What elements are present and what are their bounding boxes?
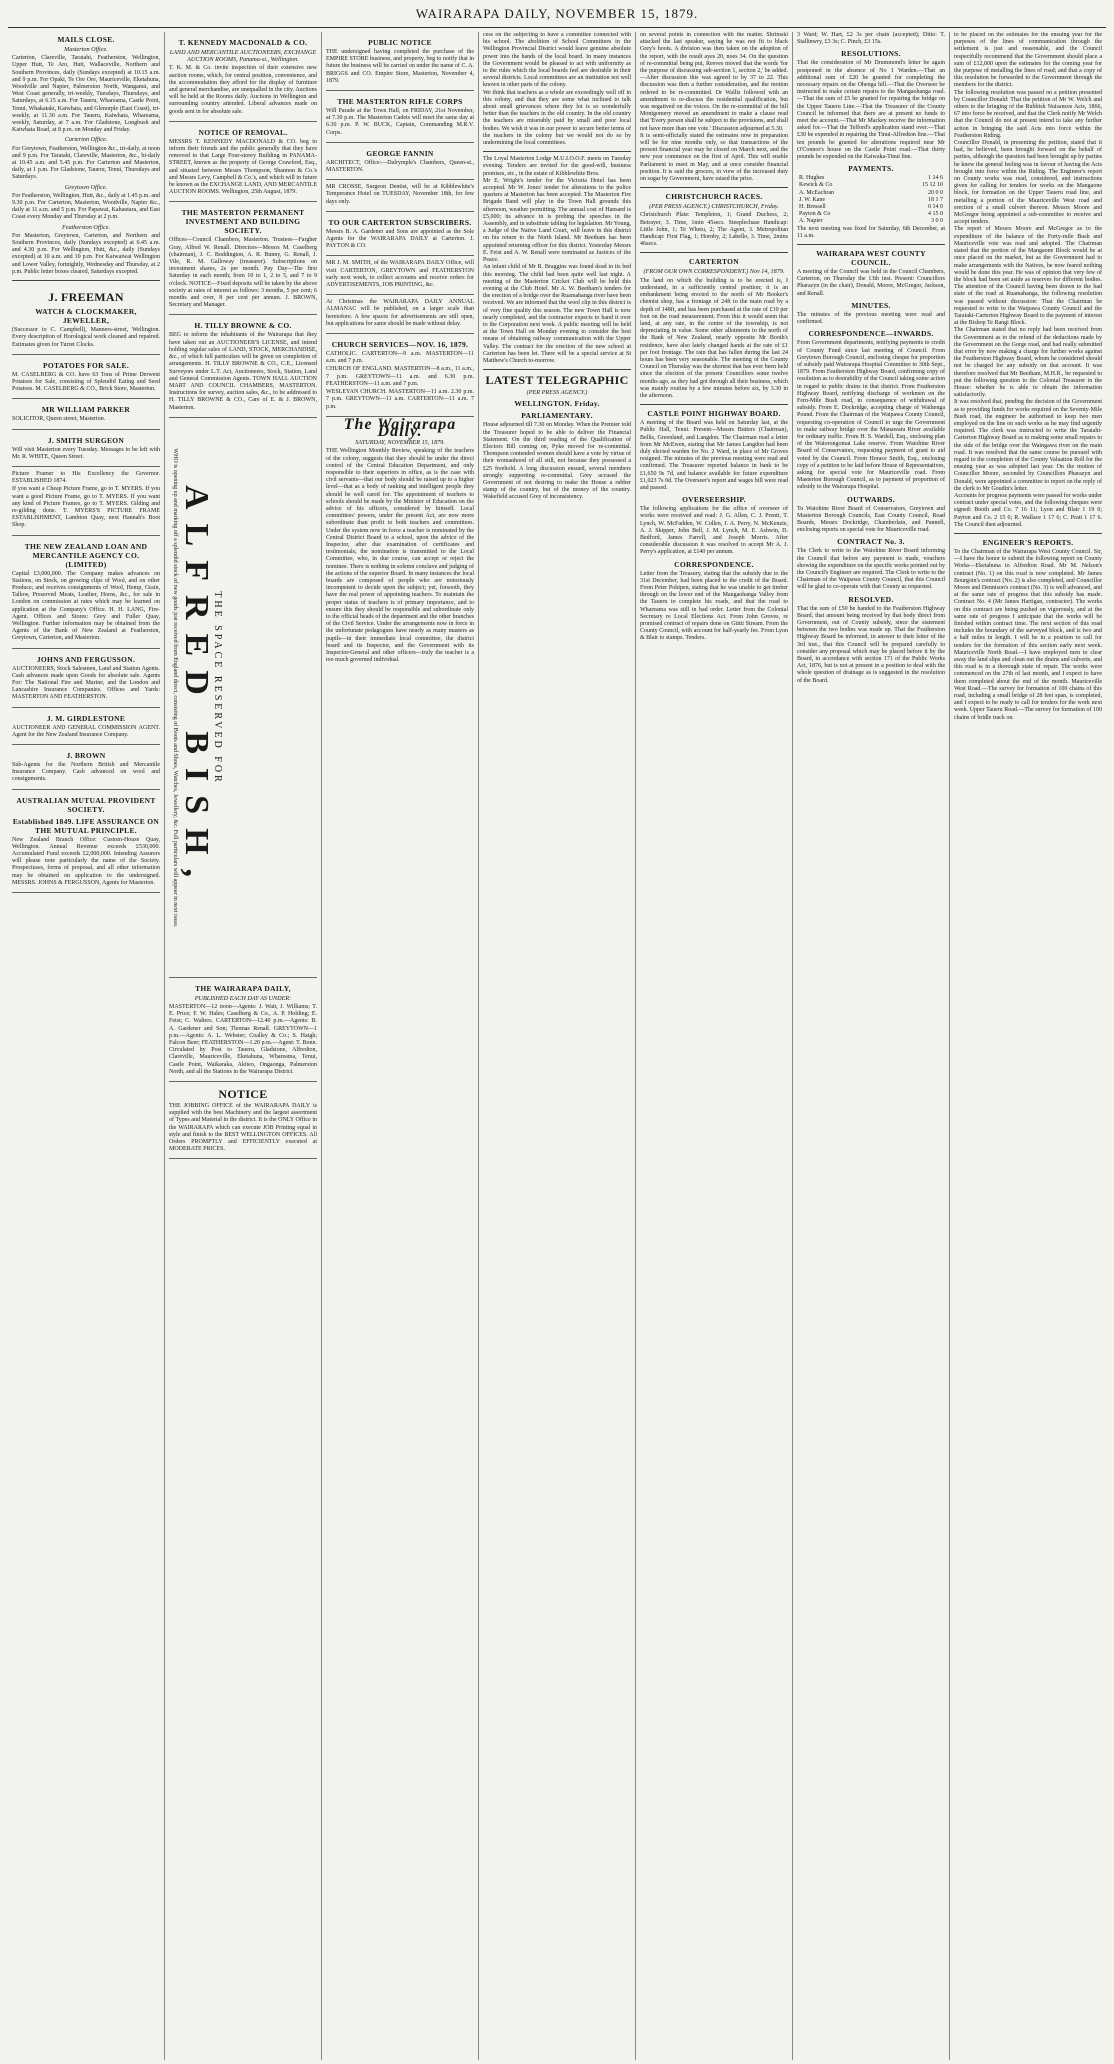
carterton-text: The land on which the building is to be erected is, I understand, in a sufficiently central position; it is an embankment being erected to the north of Mr Booker's chemist shop, has a frontage of 24ft to the main road by a depth of 148ft, and has been purchased at the rate of £10 per foot on the road measurement. From this it would seem that land, at any rate, in the centre of the township, is not depreciating in value. Some other allotments to the north of the Bank of New Zealand, nearly opposite Mr Booth's residence, have also lately changed hands at the rate of £1 per foot frontage. The rain that has fallen during the last 24 hours has been very seasonable. The meeting of the County Council on Thursday was the shortest that has ever been held since the election of the present Councillors some twelve months ago, as they had got through all their business, which was mainly routine by a few minutes before six, by 3.30 in the afternoon.	[640, 277, 788, 399]
nz-loan-advert	[12, 536, 160, 649]
local-items-2: An infant child of Mr R. Braggins was found dead in its bed this morning. The child had been quite well last night. A meeting of the Masterton Cricket Club will be held this evening at the Club Hotel. Mr A. W. Beetham's tenders for the erection of a bridge over the Ruamahanga river have been received. We are informed that the wool clip in this district is of very fine quality this season. The new Town Hall is now nearly completed, and the contractor expects to hand it over to the Corporation next week. A public meeting will be held at the Town Hall on Monday evening to consider the best means of obtaining railway communication with the Upper Valley. The contract for the erection of the new school at Carterton has been let. There will be a special service at St Matthew's Church to-morrow.	[483, 264, 631, 364]
payment-name: A. Napier	[799, 218, 823, 225]
latest-telegraphic-heading: LATEST TELEGRAPHIC	[485, 373, 629, 388]
payment-row	[797, 175, 945, 182]
minutes-heading: MINUTES.	[851, 300, 891, 310]
potatoes-advert	[12, 355, 160, 400]
greytown-mails-text: For Featherston, Wellington, Hutt, &c., daily at 1.45 p.m. and 9.30 p.m. For Carterton, Masterton, Woodville, Napier &c., daily at 11 a.m. and 5 p.m. For Papawai, Kahautara, and East Coast every Monday and Thursday at 2 p.m.	[12, 192, 160, 221]
minutes-text: The minutes of the previous meeting were read and confirmed.	[797, 311, 945, 326]
amp-advert	[12, 790, 160, 893]
bish-name: ALFRED BISH,	[177, 484, 215, 891]
church-services	[326, 334, 474, 417]
johns-text: AUCTIONEERS, Stock Salesmen, Land and Station Agents. Cash advances made upon Goods for absolute sale. Agents For: The National Fire and Marine, and the London and Lancashire Insurance Companies. Offices and Yards: MASTERTON AND FEATHERSTON.	[12, 665, 160, 701]
fannin-advert	[326, 143, 474, 180]
castle-point-heading: CASTLE POINT HIGHWAY BOARD.	[647, 409, 781, 419]
outwards-heading: OUTWARDS.	[847, 494, 895, 504]
contract-text: The Clerk to write to the Waiohine River Board informing the Council that before any payment is made, vouchers showing the expenditure on the specific works pointed out by the Council's Engineer are required. The Clerk to write to the Chairman of the Waipawa County Council, that this Council will be glad to co-operate with that County as requested.	[797, 548, 945, 591]
divider	[797, 244, 945, 245]
payment-name: H. Bressell	[799, 204, 826, 211]
mails-text: Carterton, Clareville, Taratahi, Featherston, Wellington, Upper Hutt, Te Aro, Hutt, Wallaceville, Northern and Southern Provinces, daily (Sundays excepted) at 10.15 a.m. and 9 p.m. For Opaki, Te Ore Ore, Mauriceville, Eketahuna, Woodville and Napier, Palmerston North, Wanganui, and West Coast generally, tri-weekly, Tuesdays, Thursdays, and Saturdays, at 6.15 a.m. For Taueru, Whareama, Castle Point, Tenui, Whakataki, Kaiwhata, and Glenorple (East Coast), tri-weekly, at 11.30 a.m. For Taueru, Kaiwhata, Whareama, weekly, Saturday, at 7 a.m. For Gladstone, Longbush and Kaiwhata Road, at 8 p.m. on Monday and Friday.	[12, 55, 160, 134]
resolved-text: That the sum of £50 be handed to the Featherston Highway Board, that amount being received by that body direct from Government, out of County subsidy, since the statement between the two bodies was made up. That the Featherston Highway Board be informed, in answer to their letter of the 3rd inst., that this Council will be prepared carefully to consider any proposal which may be placed before it by the Board, in accordance with section 171 of the Public Works Act, 1876, but is not at present in a position to deal with the whole question of drainage as is suggested in the resolution of the Board.	[797, 605, 945, 684]
wesleyan-services: WESLEYAN CHURCH. MASTERTON—11 a.m. 2.30 p.m. 7 p.m. GREYTOWN—11 a.m. CARTERTON—11 a.m. 7 p.m.	[326, 389, 474, 410]
tilly-advert	[169, 315, 317, 417]
payment-name: Payton & Co	[799, 211, 831, 218]
council-gorge-road: The Chairman stated that no reply had been received from the Government as to the refund of the deductions made by the Government on the Gorge road, and had really submitted that error by now making a charge for further works against the Featherston Highway Board, whom he considered should not be charged for any subsidy on that account. It was therefore resolved that Mr Beetham, M.H.R., be requested to put the following question to the Colonial Treasurer in the House: whether he is able to obtain the information satisfactorily.	[954, 327, 1102, 399]
kennedy-advert	[169, 32, 317, 122]
divider	[640, 404, 788, 405]
parliamentary-heading: PARLIAMENTARY.	[521, 411, 593, 421]
brown-advert	[12, 745, 160, 790]
council-tenders: It was resolved that, pending the decision of the Government as to providing funds for works required on the Seventy-Mile Bush road, the engineer be authorised to keep two men employed on the line on such works as he may find urgently required. The clerk was instructed to write the Taratahi-Carterton Highway Board as to making some small repairs to the side of the bridge over the Waingawa river on the main road. It was resolved that the same course be pursued with regard to the completion of the County Valuation Roll for the ensuing year as was adopted last year. On the motion of Councillor Moore, seconded by Councillors Pharazyn and Donald, were appointed a committee to report on the reply of the clerk to Mr Goudin's letter.	[954, 399, 1102, 492]
parliament-continued: on several points in connection with the matter. Shrimski attacked the last speaker, saying he was not fit to black Grey's boots. A division was then taken on the adoption of the report, with the result ayes 20, noes 34. On the question of re-committal being put, Reeves moved that the words 'for the purpose of discussing sub-section 1, section 2,' be added.—After discussion this was agreed to by 37 to 22. This discussion was then a further consideration, and the motion ordered to be re-committed. Dr Wallis followed with an amendment to re-discuss the residential qualification, but was negatived on the voices. On the re-committal of the bill Montgomery moved an amendment to make a clause read that 'Every person shall be subject to the provisions, and shall not have more than one vote.' Discussion adjourned at 5.30.	[640, 32, 788, 132]
payment-row	[797, 204, 945, 211]
myers-advert	[12, 467, 160, 536]
parker-advert	[12, 399, 160, 429]
contract-heading: CONTRACT No. 3.	[837, 537, 905, 547]
west-council-text: A meeting of the Council was held in the Council Chambers, Carterton, on Thursday the 13th inst. Present: Councillors Pharazyn (in the chair), Donald, Moore, McGregor, Jackson, and Renall.	[797, 269, 945, 297]
almanac-text: At Christmas the WAIRARAPA DAILY ANNUAL ALMANAC will be published, on a larger scale than heretofore. A few spaces for advertisements are still open, but applications for same should be made without delay.	[326, 299, 474, 327]
payment-amount: 0 14 0	[928, 204, 943, 211]
greytown-office-label: Greytown Office.	[64, 183, 108, 191]
parker-name: MR WILLIAM PARKER	[41, 405, 131, 415]
council-mangaone: The report of Messrs Moore and McGregor as to the expenditure of the balance of the Forty-mile Bush and Mauriceville vote was read and adopted. The Chairman stated that the portion of the Mangaone Block would be at once placed on the market, but as the Government had to make arrangements with the Natives, he now feared nothing would be done this year. He was of opinion that very few of the block had been set aside as reserves for different bodies. The attention of the Council having been drawn to the bad state of the road at Ruamahanga, the following resolution was passed without discussion: That the Chairman be requested to write to the Waipawa County Council and the Tarataki-Carterton Highway Board to the payment of interest at the Bishop Te Rangi Block.	[954, 226, 1102, 327]
wd-heading: THE WAIRARAPA DAILY,	[195, 983, 291, 993]
column-1	[8, 32, 165, 2060]
rifles-notice	[326, 91, 474, 143]
carterton-heading: CARTERTON	[689, 257, 739, 267]
payment-amount: 4 15 0	[928, 211, 943, 218]
freeman-advert	[12, 285, 160, 355]
kennedy-text: T. K. M. & Co. invite inspection of their extensive new auction rooms, which, for central position, convenience, and the accommodation they afford for the display of furniture and general merchandise, are unequalled in the city. Auctions will be held at the Rooms daily. Auctions in Wellington and surrounding country attended. Liberal advances made on goods sent in for absolute sale.	[169, 65, 317, 115]
engineer-text: To the Chairman of the Wairarapa West County Council. Sir,—I have the honor to submit the following report on County Works—Eketahuna to Alfredton Road. Mr M. Nelson's contract (No. 1) on this road is now completed. Mr James Bourgoin's contract (No. 2) is also completed, and Councillor Moore and Dennison's contract (No. 3) is well advanced, and at the same rate of progress that this subsidy has made. Contract No. 4 (Mr James Hartigan, contractor). The works on this contract are being pushed on vigorously, and at the same rate of progress I anticipate that the works will be finished within contract time. The next section of this road includes the boundary of the surveyed block, and is two and a half miles in length. I will be in a position to call for tenders for the formation of this section early next week. Mauriceville North Road.—I have employed men to clear away the land slips and clean out the drains and culverts, and this road is in a thorough state of repair. The works were commenced on the 27th of last month, and I expect to have them completed about the end of the month. Mauriceville West Road.—The survey for formation of 100 chains of this road, including a small bridge of 28 feet span, is completed, and I expect to be ready to call for tenders for the work next week. Upper Taueru Road.—The survey for formation of 100 chains of bridle track on.	[954, 549, 1102, 721]
correspondence-heading: CORRESPONDENCE.	[674, 559, 754, 569]
removal-notice	[169, 122, 317, 203]
carterton-sub: (FROM OUR OWN CORRESPONDENT.) Nov 14, 1879.	[643, 268, 785, 276]
latest-sub: (PER PRESS AGENCY.)	[526, 389, 588, 397]
column-4	[479, 32, 636, 2060]
catholic-services: CATHOLIC. CARTERTON—9 a.m. MASTERTON—11 a.m. and 7 p.m.	[326, 351, 474, 365]
payment-amount: 1 14 6	[928, 175, 943, 182]
tilly-text: BEG to inform the inhabitants of the Wairarapa that they have taken out an AUCTIONEER'S LICENSE, and intend holding regular sales of LAND, STOCK, MERCHANDISE, &c., of which full particulars will be given on completion of arrangements. H. TILLY BROWNE & CO., C.E., Licensed Surveyors under L.T. Act, Auctioneers, Stock, Station, Land and General Commission Agents. TOWN HALL AUCTION MART AND COUNCIL CHAMBERS, MASTERTON. Instructions for survey, auction sales, &c., to be addressed to H. TILLY BROWNE & CO., Care of E. & J. BROWN, Masterton.	[169, 332, 317, 411]
church-heading: CHURCH SERVICES—NOV. 16, 1879.	[331, 340, 469, 350]
column-6	[793, 32, 950, 2060]
permanent-text: Offices—Council Chambers, Masterton. Trustees—Fargher Gray, Alfred W. Renall. Directors—Messrs M. Caselberg (chairman), J. C. Boddington, A. R. Bunny, G. Renall, J. Vile, R. M. Galloway (treasurer). Subscriptions on investment shares, 2s per month. Pay Day—The first Saturday in each month; from 10 to 1, 2 to 5, and 7 to 9 o'clock. NOTICE—Fixed deposits will be taken by the above society at rates of interest as follows: 3 months, 5 per cent; 6 months and over, 8 per cent per annum. J. BROWN, Secretary and Manager.	[169, 237, 317, 309]
council-accounts: Accounts for progress payments were passed for works under contract under special votes, and the following cheques were signed: Booth and Co. 7 16 11; Lyon and Blair 1 19 0; Payton and Co. 2 15 0; R. Wallace 1 17 6; C. Pratt 1 17 6. The Council then adjourned.	[954, 493, 1102, 528]
girdlestone-text: AUCTIONEER AND GENERAL COMMISSION AGENT. Agent for the New Zealand Insurance Company.	[12, 724, 160, 738]
subscribers-notice	[326, 212, 474, 257]
payment-amount: 18 1 7	[928, 196, 943, 203]
smith-notice	[326, 256, 474, 295]
west-council-heading: WAIRARAPA WEST COUNTY COUNCIL.	[816, 249, 926, 268]
payment-name: J. W. Kane	[799, 196, 825, 203]
carterton-mails-text: For Greytown, Featherston, Wellington &c., tri-daily, at noon and 9 p.m. For Taratahi, Clareville, Masterton, &c., bi-daily at 10.45 a.m. and 5.45 p.m. For Carterton and Masterton, daily, at 1 p.m. For Gladstone, Taueru, Tenui, Thursdays and Saturdays.	[12, 145, 160, 181]
outwards-text: To Waiohine River Board of Conservators, Greytown and Masterton Borough Councils, East County Council, Road Boards, Messrs Dockridge, Chamberlain, and Pannell, enclosing reports on special vote for Mauriceville road.	[797, 505, 945, 534]
payments-after: The next meeting was fixed for Saturday, 6th December, at 11 a.m.	[797, 225, 945, 239]
payment-row	[797, 190, 945, 197]
overseer-heading: OVERSEERSHIP.	[682, 495, 746, 505]
kennedy-subheading: LAND AND MERCANTILE AUCTIONEERS, EXCHANGE AUCTION ROOMS, Panama-st., Wellington.	[169, 49, 317, 64]
divider	[483, 151, 631, 152]
payment-row	[797, 211, 945, 218]
lodge-text: The Loyal Masterton Lodge M.U.I.O.O.F. meets on Tuesday evening. Tenders are invited for the good-will, business premises, etc., in the estate of Kibblewhite Bros.	[483, 156, 631, 177]
public-notice	[326, 32, 474, 91]
jobbing-notice	[169, 1082, 317, 1159]
kennedy-heading: T. KENNEDY MACDONALD & CO.	[178, 38, 308, 47]
column-2	[165, 32, 322, 2060]
wairarapa-daily-advert	[169, 978, 317, 1082]
christchurch-sub: (PER PRESS AGENCY.) CHRISTCHURCH, Friday.	[649, 203, 779, 211]
removal-text: MESSRS T. KENNEDY MACDONALD & CO. beg to inform their friends and the public generally that they have removed to that Large Four-storey Building in PANAMA-STREET, known as the property of George Crawford, Esq., and situated between Messrs Thompson, Shannon & Co.'s and Messrs Levy, Campbell & Co.'s, and which will in future be known as the EXCHANGE LAND, AND MERCANTILE AUCTION ROOMS. Wellington, 25th August, 1879.	[169, 138, 317, 196]
editorial-continued: cess on the subjecting to have a committee connected with his school. The abolition of School Committees in the Wellington Provincial District would leave genuine absolute power into the hands of the local board. In many instances the Government would be pleased to act with uniformity as to the rules which the local boards feel are desirable in their several districts. Local committees are an institution not well known in other parts of the colony.	[483, 32, 631, 89]
johns-heading: JOHNS AND FERGUSSON.	[36, 654, 136, 664]
payments-table	[797, 175, 945, 225]
divider	[483, 369, 631, 370]
resolutions-text: That the consideration of Mr Drummond's letter be again postponed in the absence of No 1 Warden.—That an additional sum of £20 be granted for completing the necessary repairs on the Ohenga hill.—That the Overseer be instructed to make certain repairs to the Mangaohanga road.—That the sum of £5 be granted for repairing the bridge on the Upper Taueru Line.—That the Treasurer of the County Council be informed that there are at present no funds to meet the account.—That Mr Mackey receive the information asked for.—That the Tefford's application stand over.—That £30 be expended in repairing the Tinui-Alfredton line.—That ten pounds be granted for alterations required near Mr O'Connor's house on the Castle Point road.—That thirty pounds be expended on the Kaiwaka-Tinui line.	[797, 60, 945, 161]
amp-text: New Zealand Branch Office: Custom-House Quay, Wellington. Annual Revenue exceeds £530,000. Accumulated Fund exceeds £2,000,000. Intending Assurers will please note particularly the name of the Society. Prospectuses, forms of proposal, and all other information may be obtained on application to the undersigned. MESSRS. JOHNS & FERGUSSON, Agents for Masterton.	[12, 836, 160, 886]
amp-heading: AUSTRALIAN MUTUAL PROVIDENT SOCIETY.	[16, 795, 156, 814]
christchurch-text: Christchurch Plate: Templeton, 1; Grand Duchess, 2; Betrayer, 3. Time, 1min 45secs. Steeplechase Handicap: Little John, 1; Te Whetu, 2; The Agent, 3. Metropolitan Handicap: First Flag, 1; Hornby, 2; Labello, 3. Time, 2mins 46secs.	[640, 212, 788, 248]
christchurch-heading: CHRISTCHURCH RACES.	[665, 192, 763, 202]
johns-advert	[12, 649, 160, 708]
bish-text: WHO is opening up and marking off a splendid stock of new goods just received from England direct, consisting of Boots and Shoes, Watches, Jewellery, &c. Full particulars will appear in next issue.	[171, 448, 178, 928]
bish-advert	[169, 418, 317, 978]
overseer-text: The following applications for the office of overseer of works were received and read: J. G. Allen, C. J. Prentt, T. Lynch, W. McFadden, W. Collen, J. A. Perry, N. McKenzie, A. J. Skipper, John Bell, J. M. Lynch, M. E. Ashwin, D. Bedford, James Farrell, and Joseph Morris. After considerable discussion it was resolved to accept Mr A. J. Perry's application, at £140 per annum.	[640, 506, 788, 556]
fannin-heading: GEORGE FANNIN	[366, 148, 434, 158]
girdlestone-advert	[12, 708, 160, 745]
tenders-continued: 3 Ward; W. Hart, £2 3s per chain (accepted); Ditto: T. Stallinwry, £3 3s; C. Pinch, £3 15s.	[797, 32, 945, 46]
public-text: THE undersigned having completed the purchase of the EMPIRE STORE business, and property, beg to notify that in future the business will be carried on under the name of C. A. BRIGGS and CO. Empire Store, Masterton, November 4, 1879.	[326, 49, 474, 84]
correspondence-text: Letter from the Treasury, stating that the subsidy due to the 31st December, had been placed to the credit of the Board. From Peter Pohipen, stating that he was unable to get timber through on the lower end of the Mangaohanga Valley from the Taueru to complete his roads, and that the road to Whareama was still in bad order. Letter from the Colonial Secretary re Local Elections Act. From John Groves, re promised contract of repairs done on Gtitti Stream. From the County Council, with account for half-yearly fee. From Lyon & Blair to stamps. Tenders.	[640, 570, 788, 642]
wellington-dateline: WELLINGTON. Friday.	[514, 399, 600, 409]
potatoes-heading: POTATOES FOR SALE.	[42, 360, 130, 370]
engineer-heading: ENGINEER'S REPORTS.	[982, 538, 1074, 548]
parliamentary-text: House adjourned till 7.30 on Monday. When the Premier told the Treasurer hoped to be able to deliver the Financial Statement. On the third reading of the Qualification of Electors Bill coming on, Pyke moved for re-committal. Thompson contended women should have a vote by virtue of their womanhood of all still, not because they possessed a £25 freehold. A long discussion ensued, several members strongly supporting re-committal. Grey accused the Government of not desiring to make the House a rubber stamp of the country, but of the money of the country. Wakefield accused Grey of inconsistency.	[483, 422, 631, 501]
payment-row	[797, 218, 945, 225]
masthead: WAIRARAPA DAILY, NOVEMBER 15, 1879.	[8, 6, 1106, 28]
masterton-office-label: Masterton Office.	[64, 46, 108, 53]
resolved-heading: RESOLVED.	[848, 594, 894, 604]
england-services: CHURCH OF ENGLAND. MASTERTON—8 a.m., 11 a.m., 7 p.m. GREYTOWN—11 a.m. and 6.30 p.m. FEATHERSTON—11 a.m. and 7 p.m.	[326, 366, 474, 387]
payment-name: Kewick & Co	[799, 182, 833, 189]
permanent-heading: THE MASTERTON PERMANENT INVESTMENT AND BUILDING SOCIETY.	[181, 208, 305, 236]
public-heading: PUBLIC NOTICE	[368, 38, 432, 47]
nz-loan-heading: THE NEW ZEALAND LOAN AND MERCANTILE AGENCY CO. (LIMITED)	[24, 541, 148, 569]
notice-heading: NOTICE	[218, 1086, 268, 1101]
castle-point-text: A meeting of the Board was held on Saturday last, at the Public Hall, Tenui. Present—Messrs Butters (Chairman), Bellis, Greenland, and Langdon. The Chairman read a letter from Mr McEwen, stating that Mr James Langdon had been duly elected warden for No. 2 Ward, in place of Mr Groves resigned. The minutes of the previous meeting were read and confirmed. The Treasurer reported balance in bank to be £1,650 9s 7d, and balance available for future expenditure £1,023 7s 0d. The Overseer's report and wages bill were read and passed.	[640, 420, 788, 491]
surgeon-advert	[12, 430, 160, 467]
wd-subheading: PUBLISHED EACH DAY AS UNDER:	[194, 994, 292, 1002]
almanac-notice	[326, 295, 474, 334]
council-continued: to be placed on the estimates for the ensuing year for the purposes of the lines of communication through the settlement is just and reasonable, and the Council respectfully recommend that the Government should place a sum of £12,000 upon the estimates for the coming year for the purpose of metalling the lines of road; and that a copy of this resolution be forwarded to the Government through the members for the district.	[954, 32, 1102, 89]
council-petition: The following resolution was passed on a petition presented by Councillor Donald: That the petition of Mr W. Welch and others to the bringing of the Rubbish Nuisances Acts, 1866, 67 into force be received, and that the Clerk notify Mr Welch that the Council do not at present intend to take any further action in bringing the said Acts into force within the Featherston Riding.	[954, 89, 1102, 139]
payment-name: A. McEachran	[799, 189, 834, 196]
divider	[640, 252, 788, 253]
payment-row	[797, 182, 945, 189]
freeman-name: J. FREEMAN	[48, 290, 124, 305]
corr-inwards-text: From Government departments, notifying payments to credit of County Fund since last meeting of Council. From Greytown Borough Council, enclosing cheque for proportion of subsidy paid Wairarapa Hospital Committee to 30th Sept., 1879. From Featherston Highway Board, confirming copy of resolution as to desirability of the Council taking some action in regard to public drains in that district. From Featherston Highway Board, notifying discharge of workmen on the Fern-Mile Bush road, in consequence of withdrawal of subsidy. From E. Dockridge, accepting charge of Waihenga Pound. From the Chairman of the Waipawa County Council, requesting co-operation of Council to urge the Government to make railway bridge over the Manawatu River available for ordinary traffic. From H. S. Wardell, Esq., enclosing plan of the Waiorongomai Lake reserve. From Waiohine River Board of Conservators, requesting payment of grant to aid voted by the Council. From Horace Smith, Esq., enclosing copy of a petition to be laid before House of Representatives, asking for special vote for Mauriceville road. From Masterton Borough Council, as to payment of proportion of subsidy to the Wairarapa Hospital.	[797, 340, 945, 491]
divider	[640, 187, 788, 188]
column-7	[950, 32, 1106, 2060]
featherston-office-label: Featherston Office.	[61, 223, 111, 231]
column-5	[636, 32, 793, 2060]
freeman-title: WATCH & CLOCKMAKER, JEWELLER,	[35, 307, 137, 326]
estimates-text: It is semi-officially stated the estimates now in preparation will be for nine months only, so that transactions of the present financial year may be closed on March next, and the new year commence on the first of April. This will enable Parliament to meet in May, and at once consider financial position. It is said the grocers, in view of the increased duty on sugar by Government, have raised the price.	[640, 132, 788, 183]
payment-amount: 3 0 0	[931, 218, 943, 225]
divider	[954, 533, 1102, 534]
myers-text: If you want a Cheap Picture Frame, go to T. MYERS. If you want a good Picture Frame, go to T. MYERS. If you want any kind of Picture Frames, go to T. MYERS. Gilding and re-gilding done. T. MYERS'S PICTURE FRAME ESTABLISHMENT, Lambton Quay, next Hannah's Boot Shop.	[12, 486, 160, 529]
surgeon-text: Will visit Masterton every Tuesday. Messages to be left with Mr. R. WHITE, Queen Street.	[12, 446, 160, 460]
tilly-heading: H. TILLY BROWNE & CO.	[194, 321, 292, 331]
fannin-text: ARCHITECT, Office:—Dalrymple's Chambers, Queen-st., MASTERTON.	[326, 159, 474, 174]
surgeon-name: J. SMITH SURGEON	[47, 435, 125, 445]
amp-subheading: Established 1849. LIFE ASSURANCE ON THE MUTUAL PRINCIPLE.	[12, 816, 160, 835]
payments-heading: PAYMENTS.	[848, 164, 894, 174]
subscribers-heading: TO OUR CARTERTON SUBSCRIBERS.	[328, 217, 472, 227]
paper-title: The Wairarapa Daily.	[343, 415, 457, 440]
payment-name: R. Hughes	[799, 175, 825, 182]
payment-amount: 15 12 10	[922, 182, 943, 189]
brown-text: Sub-Agents for the Northern British and Mercantile Insurance Company. Cash advanced on wool and consignments.	[12, 762, 160, 783]
smith-text: MR J. M. SMITH, of the WAIRARAPA DAILY Office, will visit CARTERTON, GREYTOWN and FEATHERSTON early next week, to collect accounts and receive orders for ADVERTISEMENTS, JOB PRINTING, &c.	[326, 260, 474, 289]
brown-name: J. BROWN	[66, 751, 106, 760]
crosse-advert	[326, 180, 474, 212]
rifles-heading: THE MASTERTON RIFLE CORPS	[337, 97, 463, 107]
local-items: Mr E. Wright's tender for the Victoria Hotel has been accepted. Mr W. Jones' tender for alterations to the police quarters at Masterton has been accepted. The Masterton Fire Brigade Band will play in the Town Hall grounds this afternoon, weather permitting. The annual cost of Hansard is £5,000; its advance in is probing the speeches in the Assembly, and in substitute tabling for legislation. Mr Young, a Judge of the Native Land Court, will leave in this district on his return to the North Island. Mr Beetham has been appointed returning officer for this district. Yesterday Messrs E. Feist and A. W. Renall were nominated as Justices of the Peace.	[483, 177, 631, 264]
girdlestone-name: J. M. GIRDLESTONE	[46, 713, 126, 723]
council-engineer-report: Councillor Donald, in presenting the petition, stated that it had, he believed, been brought forward on the behalf of parties, although the question had been brought up by parties he knew the general feeling was in favour of having the Acts brought into force within the Riding. The Engineer's report on County works was read, considered, and instructions given for calling for tenders for works on the Mangaone block, for formation on the Upper Taueru road line, and metalling a portion of the Mauriceville West road and erection of a small culvert thereon. Messrs Moore and McGregor being appointed a sub-committee to receive and accept tenders.	[954, 140, 1102, 226]
permanent-society-advert	[169, 202, 317, 315]
nz-loan-text: Capital £3,000,000. The Company makes advances on Stations, on Stock, on growing clips of Wool, and on other Produce; and receives consignments of Wool, Hemp, Grain, Tallow, Preserved Meats, Leather, Horns, &c., for sale in London on commission at rates which may be learned on application at the Company's Office. H. H. LANG, Fire-Agent. Offices and Stores: Grey and Fuller Quay, Wellington. Further information may be obtained from the Agents of the Bank of New Zealand at Featherston, Greytown, Carterton, and Masterton.	[12, 570, 160, 642]
columns	[8, 32, 1106, 2060]
rifles-text: Will Parade at the Town Hall, on FRIDAY, 21st November, at 7.30 p.m. The Masterton Cadets will meet the same day at 6.30 p.m. P. W. BUCK, Captain, Commanding M.R.V. Corps.	[326, 108, 474, 136]
carterton-office-label: Carterton Office.	[64, 136, 108, 144]
editorial-text: THE Wellington Monthly Review, speaking of the teachers of the colony, suggests that they should be under the direct control of the Central Education Department, and only responsible to their superiors in office, as is the case with civil servants—that our body should be raised up to a higher level—that as a body of ranking and intelligent people they should be well cared for. The appointment of teachers to schools should be made by the Minister of Education on the advice of his officers, considered by himself. Local committees' powers, under the present Act, are now more subordinate than profit to both teachers and committees. Under the system now in force a teacher is nominated by the Central District Board to a school, upon the advice of the Inspector, after due examination of certificates and testimonials; the nomination is transmitted to the Local Committee, who, in due course, can accept or reject the nominee. There is nothing in solemn conclave and judging of the actions of the superior Board. In many instances the local boards are composed of people who are notoriously incompetent to decide upon the subject; yet, forsooth, they have the real power of appointing teachers. To maintain the proper status of teachers is of primary importance, and to ensure this they should be responsible and subordinate only to the official heads of the department and the other branches of the Civil Service. Under the arrangements now in force in the unfortunate pedagogues have nearly as many masters as pupils—in their immediate local committee, the district board and its Inspector, and the Government with its Inspector-General and other officers—truly the teacher is a too much governed individual.	[326, 448, 474, 664]
bish-lead: THE SPACE RESERVED FOR	[212, 590, 223, 785]
divider	[12, 280, 160, 281]
wd-text: MASTERTON—12 noon—Agents: J. Watt, J. Williams; T. E. Price; F. W. Hales; Caselberg & Co., A. P. Holding; E. Feist; C. Walters. CARTERTON—12.40 p.m.—Agents: B. A. Gardener and Son; Thomas Renall. GREYTOWN—1 p.m.—Agents: A. L. Webster; Coalley & Co.; S. Haigh; Falcon Beer; FEATHERSTON—1.20 p.m.—Agent: T. Bonn. Circulated by Post to Taueru, Gladstone, Alfredton, Clareville, Mauriceville, Eketahuna, Whareama, Tenui, Castle Point, Waikaraka, Akiteo, Ongaonga, Palmerston North, and all the Stations in the Wairarapa District.	[169, 1003, 317, 1075]
subscribers-text: Messrs B. A. Gardener and Sons are appointed as the Sole Agents for the WAIRARAPA DAILY at Carterton. J. PAYTON & CO.	[326, 228, 474, 250]
parker-text: SOLICITOR, Queen street, Masterton.	[12, 416, 106, 423]
corr-inwards-heading: CORRESPONDENCE—INWARDS.	[808, 329, 934, 339]
payment-amount: 20 0 0	[928, 189, 943, 196]
column-3	[322, 32, 479, 2060]
notice-text: THE JOBBING OFFICE of the WAIRARAPA DAILY is supplied with the best Machinery and the largest assortment of Types and Material in the district. It is the ONLY Office in the WAIRARAPA which can execute JOB Printing equal in style and finish to the BEST WELLINGTON OFFICES. All Orders PROMPTLY and EFFICIENTLY executed at MODERATE PRICES.	[169, 1102, 317, 1153]
payment-row	[797, 197, 945, 204]
resolutions-heading: RESOLUTIONS.	[841, 49, 901, 59]
freeman-text: (Successor to C. Campbell), Manners-street, Wellington. Every description of Horological work cleaned and repaired. Estimates given for Turret Clocks.	[12, 327, 160, 348]
removal-heading: NOTICE OF REMOVAL.	[198, 127, 288, 137]
editorial-continued-2: We think that teachers as a whole are exceedingly well off in this colony, and that they are some what inclined to talk about small grievances where they lot is so wonderfully better than the teachers in the old country. In the old country the teachers are miserably paid by small and poor local bodies. We wish it was in our power to secure better terms of the teachers in the colony but we would not do so by undermining the local committees.	[483, 89, 631, 147]
framer-text: Picture Framer to His Excellency the Governor. ESTABLISHED 1874.	[12, 470, 160, 485]
crosse-text: MR CROSSE, Surgeon Dentist, will be at Kibblewhite's Temperance Hotel on TUESDAY, November 18th, for few days only.	[326, 184, 474, 205]
editorial-date: SATURDAY, NOVEMBER 15, 1879.	[355, 439, 445, 447]
mails-heading: MAILS CLOSE.	[57, 35, 115, 44]
bish-rotated-block	[171, 418, 221, 958]
featherston-mails-text: For Masterton, Greytown, Carterton, and Northern and Southern Provinces, daily (Sundays excepted) at 6.45 a.m. and 4.30 p.m. For Wellington, Hutt, &c., daily (Sundays excepted) at 10 a.m. and 10 p.m. For Kaiwaiwai Wellington and Lower Valley, fortnightly, Wednesday and Thursday, at 2 p.m. Public letter boxes cleared, Saturdays excepted.	[12, 232, 160, 275]
potatoes-text: M. CASELBERG & CO. have 63 Tons of Prime Derwent Potatoes for Sale, consisting of Splendid Eating and Seed Potatoes. M. CASELBERG & CO., Brick Store, Masterton.	[12, 371, 160, 393]
